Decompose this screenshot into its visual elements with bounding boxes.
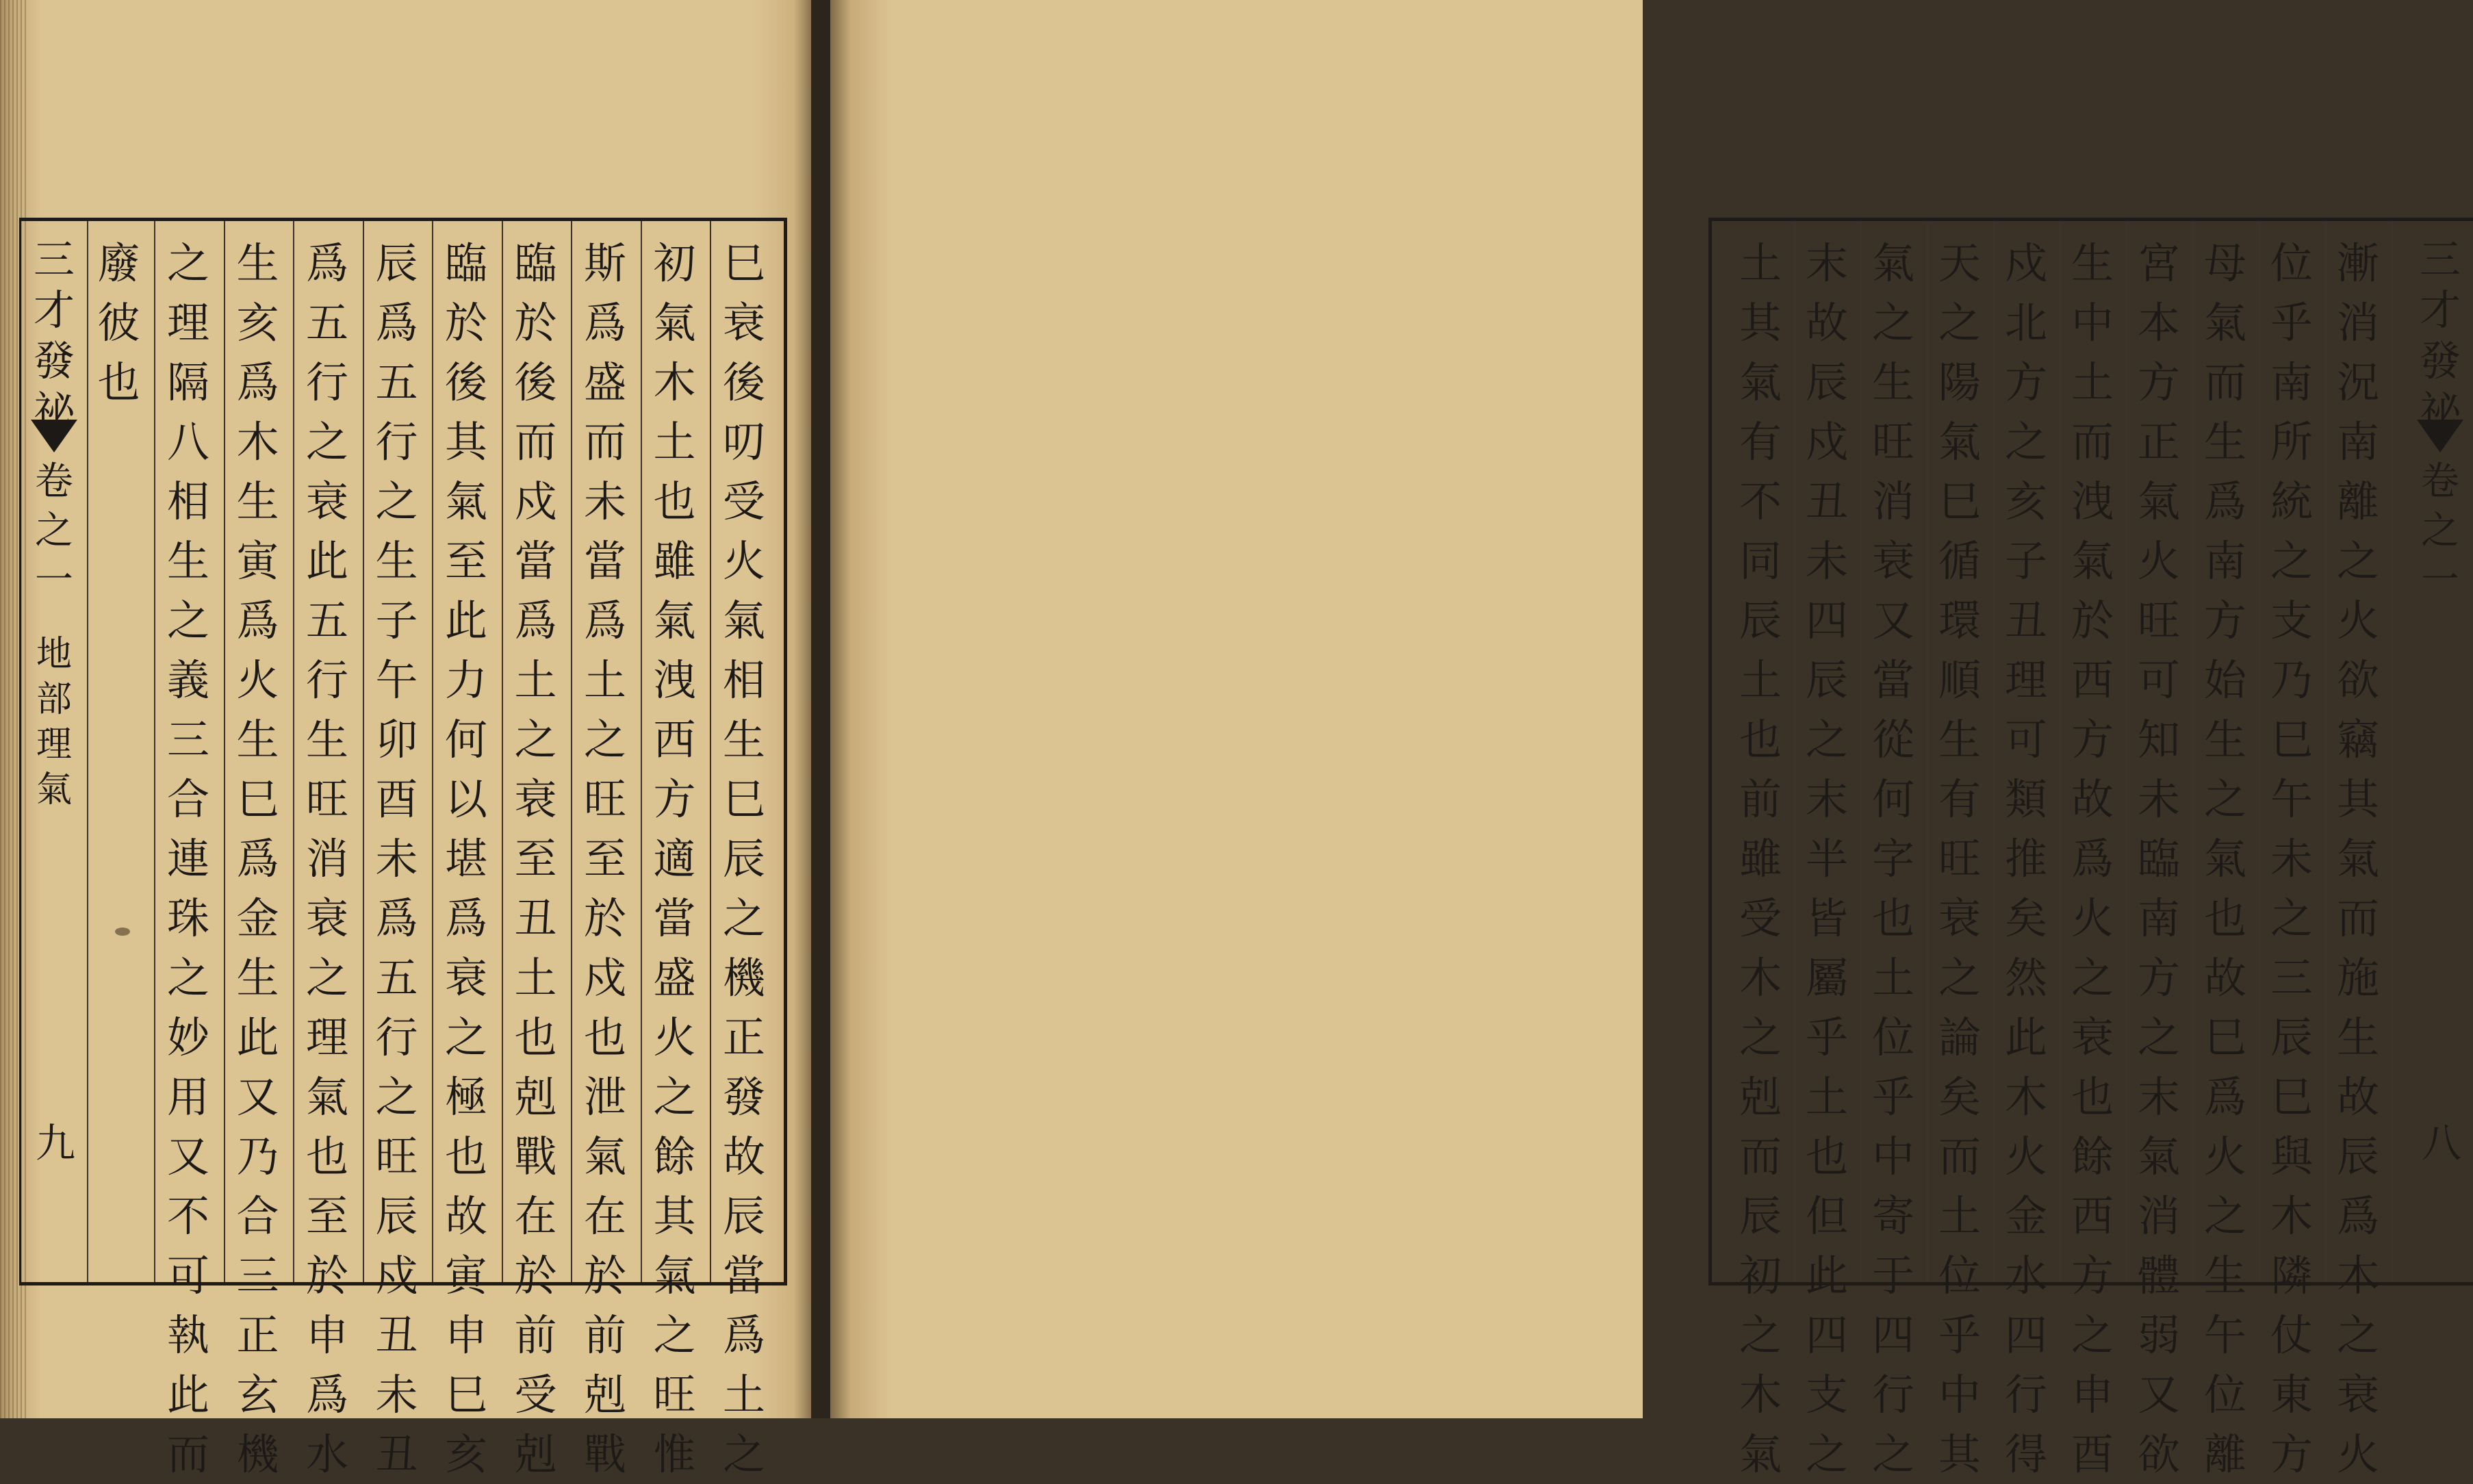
column-rule: [2126, 221, 2127, 1282]
text-column: 臨 於 後 而 戍 當 爲 土 之 衰 至 丑 土 也 剋 戰 在 於 前 受 剋: [514, 238, 557, 1479]
text-column: 母 氣 而 生 爲 南 方 始 生 之 氣 也 故 巳 爲 火 之 生 午 位 離: [2203, 238, 2246, 1479]
column-rule: [2192, 221, 2194, 1282]
text-column: 初 氣 木 土 也 雖 氣 洩 西 方 適 當 盛 火 之 餘 其 氣 之 旺 惟: [653, 238, 696, 1479]
text-column: 末 故 辰 戍 丑 未 四 辰 之 末 半 皆 屬 乎 土 也 但 此 四 支 之: [1805, 238, 1848, 1479]
banxin-title: 三 才 發 祕: [34, 236, 75, 436]
column-rule: [2325, 221, 2327, 1282]
column-rule: [571, 221, 572, 1282]
right-text-frame: [1708, 218, 2473, 1479]
column-rule: [154, 221, 155, 1282]
text-column: 氣 之 生 旺 消 衰 又 當 從 何 字 也 土 位 乎 中 寄 于 四 行 之: [1871, 238, 1914, 1479]
column-rule: [1927, 221, 1928, 1282]
banxin-juan: 卷 之 一: [2421, 459, 2459, 602]
text-column: 生 中 土 而 洩 氣 於 西 方 故 爲 火 之 衰 也 餘 西 方 之 申 酉: [2071, 238, 2114, 1479]
text-column: 廢 彼 也: [97, 238, 140, 407]
column-rule: [710, 221, 711, 1282]
column-rule: [293, 221, 294, 1282]
column-rule: [1993, 221, 1995, 1282]
fish-tail-mark: [31, 420, 77, 452]
banxin-section: 地 部 理 氣: [36, 634, 72, 810]
column-rule: [2392, 221, 2393, 1282]
column-rule: [641, 221, 642, 1282]
text-column: 宮 本 方 正 氣 火 旺 可 知 未 臨 南 方 之 末 氣 消 體 弱 又 欲: [2137, 238, 2180, 1479]
text-column: 之 理 隔 八 相 生 之 義 三 合 連 珠 之 妙 用 又 不 可 執 此 而: [166, 238, 209, 1479]
banxin-juan: 卷 之 一: [35, 459, 73, 602]
text-column: 位 乎 南 所 統 之 支 乃 巳 午 未 之 三 辰 巳 與 木 隣 仗 東 方: [2270, 238, 2313, 1479]
banxin-rule: [87, 221, 88, 1282]
folio-number: 九: [35, 1120, 75, 1166]
column-rule: [432, 221, 433, 1282]
column-rule: [502, 221, 503, 1282]
column-rule: [363, 221, 364, 1282]
text-column: 土 其 氣 有 不 同 辰 土 也 前 雖 受 木 之 剋 而 辰 初 之 木 氣: [1739, 238, 1782, 1479]
text-column: 爲 五 行 之 衰 此 五 行 生 旺 消 衰 之 理 氣 也 至 於 申 爲 水: [305, 238, 348, 1479]
right-page: [830, 0, 2461, 1479]
left-banxin: [21, 221, 87, 1282]
text-column: 斯 爲 盛 而 未 當 爲 土 之 旺 至 於 戍 也 泄 氣 在 於 前 剋 戰: [583, 238, 626, 1479]
column-rule: [224, 221, 225, 1282]
left-page: [0, 0, 811, 1479]
column-rule: [1860, 221, 1862, 1282]
binding-gutter: [811, 0, 830, 1418]
right-banxin: [2407, 221, 2473, 1282]
text-column: 漸 消 況 南 離 之 火 欲 竊 其 氣 而 施 生 故 辰 爲 木 之 衰 火: [2336, 238, 2379, 1479]
left-text-frame: [19, 218, 787, 1479]
column-rule: [1794, 221, 1795, 1282]
text-column: 生 亥 爲 木 生 寅 爲 火 生 巳 爲 金 生 此 又 乃 合 三 正 玄 機: [236, 238, 279, 1479]
column-rule: [2060, 221, 2061, 1282]
ink-stain: [115, 928, 130, 936]
banxin-title: 三 才 發 祕: [2420, 236, 2461, 436]
text-column: 巳 衰 後 叨 受 火 氣 相 生 巳 辰 之 機 正 發 故 辰 當 爲 土 之: [722, 238, 765, 1479]
fish-tail-mark: [2417, 420, 2463, 452]
text-column: 戍 北 方 之 亥 子 丑 理 可 類 推 矣 然 此 木 火 金 水 四 行 得: [2004, 238, 2047, 1479]
text-column: 臨 於 後 其 氣 至 此 力 何 以 堪 爲 衰 之 極 也 故 寅 申 巳 亥: [444, 238, 487, 1479]
folio-number: 八: [2421, 1120, 2461, 1166]
text-column: 辰 爲 五 行 之 生 子 午 卯 酉 未 爲 五 行 之 旺 辰 戍 丑 未 丑: [375, 238, 418, 1479]
text-column: 天 之 陽 氣 巳 循 環 順 生 有 旺 衰 之 論 矣 而 土 位 乎 中 其: [1938, 238, 1981, 1479]
column-rule: [2259, 221, 2260, 1282]
